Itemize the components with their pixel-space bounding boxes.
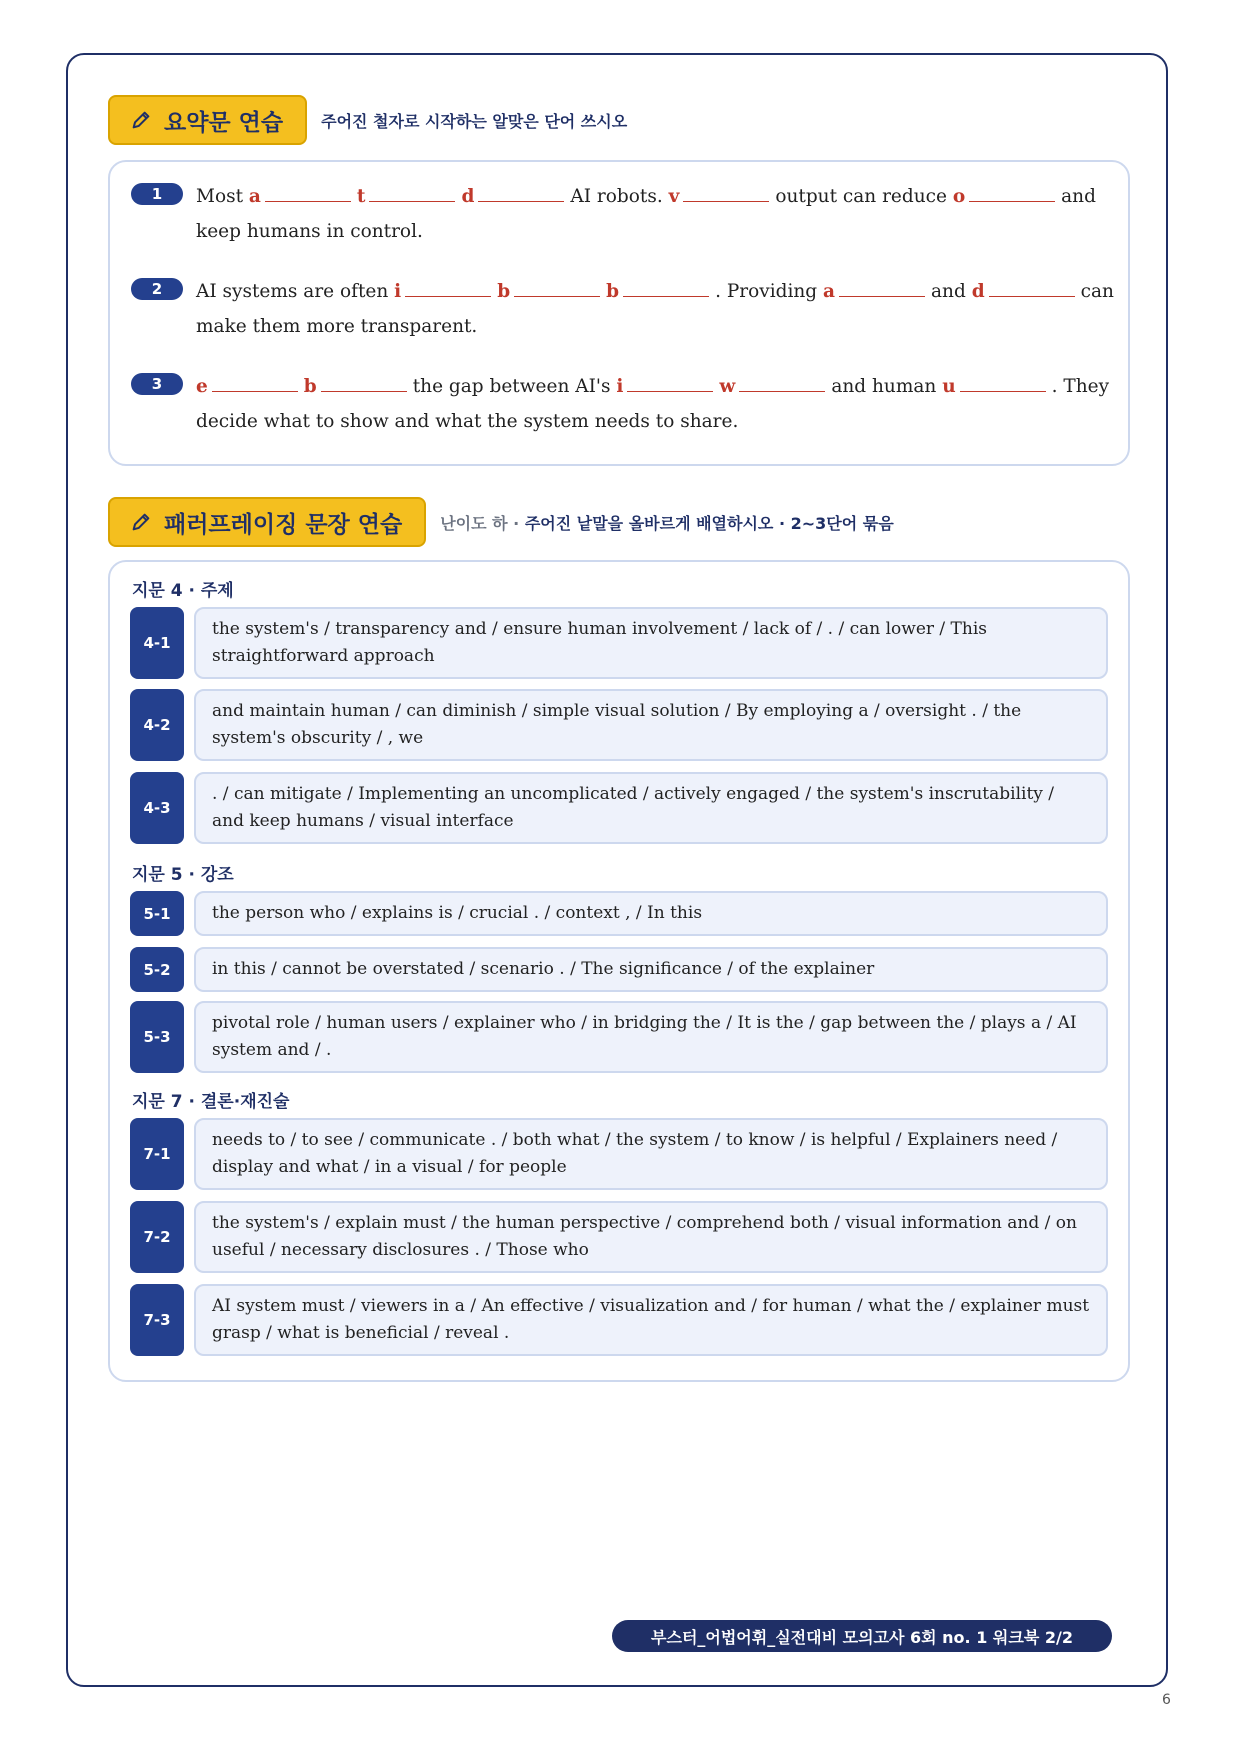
hint-letter: d [461,186,475,207]
answer-blank[interactable] [989,276,1075,297]
answer-blank[interactable] [265,181,351,202]
item-number-badge: 3 [131,373,183,395]
exercise-number-badge: 4-1 [130,607,184,679]
answer-blank[interactable] [623,276,709,297]
passage-subheading: 지문 4 · 주제 [132,581,234,601]
answer-blank[interactable] [960,371,1046,392]
exercise-row [130,607,1108,679]
hint-letter: e [196,376,208,397]
sentence-text: output can reduce [775,186,953,207]
paraphrase-instruction-text: 주어진 낱말을 올바르게 배열하시오 · 2~3단어 묶음 [524,513,894,533]
exercise-row [130,1284,1108,1356]
word-chunks: pivotal role / human users / explainer who / in bridging the / It is the / gap between the / plays a / AI system and / . [194,1001,1108,1073]
word-chunks: and maintain human / can diminish / simple visual solution / By employing a / oversight . / the system's obscurity / , we [194,689,1108,761]
word-chunks: the system's / explain must / the human perspective / comprehend both / visual information and / on useful / necessary disclosures . / Those who [194,1201,1108,1273]
answer-blank[interactable] [739,371,825,392]
exercise-number-badge: 5-3 [130,1001,184,1073]
hint-letter: u [942,376,956,397]
exercise-number-badge: 4-3 [130,772,184,844]
word-chunks: AI system must / viewers in a / An effective / visualization and / for human / what the / explainer must grasp / what is beneficial / reveal . [194,1284,1108,1356]
exercise-number-badge: 5-1 [130,891,184,936]
difficulty-label: 난이도 하 · [440,513,525,533]
paraphrase-section-tag [108,497,426,547]
sentence-text: . Providing [715,281,824,302]
word-chunks: the system's / transparency and / ensure human involvement / lack of / . / can lower / This straightforward approach [194,607,1108,679]
answer-blank[interactable] [478,181,564,202]
hint-letter: t [356,186,366,207]
exercise-row [130,772,1108,844]
sentence-text: AI systems are often [196,281,395,302]
answer-blank[interactable] [839,276,925,297]
exercise-row [130,1001,1108,1073]
exercise-number-badge: 7-3 [130,1284,184,1356]
exercise-number-badge: 7-2 [130,1201,184,1273]
pencil-icon [130,511,152,533]
hint-letter: i [394,281,402,302]
paraphrase-section-header [108,497,894,547]
page-number: 6 [1162,1692,1171,1708]
sentence-text: AI robots. [570,186,669,207]
exercise-number-badge: 5-2 [130,947,184,992]
word-chunks: . / can mitigate / Implementing an uncomplicated / actively engaged / the system's inscrutability / and keep humans / visual interface [194,772,1108,844]
summary-section-title: 요약문 연습 [164,109,284,136]
summary-sentence-line [196,181,1096,207]
word-chunks: the person who / explains is / crucial . / context , / In this [194,891,1108,936]
exercise-row [130,1118,1108,1190]
hint-letter: v [668,186,680,207]
pencil-icon [130,109,152,131]
summary-sentence-continuation: make them more transparent. [196,316,478,337]
hint-letter: b [303,376,317,397]
answer-blank[interactable] [514,276,600,297]
hint-letter: a [248,186,261,207]
exercise-row [130,947,1108,992]
footer-badge: 부스터_어법어휘_실전대비 모의고사 6회 no. 1 워크북 2/2 [612,1620,1112,1652]
summary-section-tag [108,95,307,145]
word-chunks: in this / cannot be overstated / scenario . / The significance / of the explainer [194,947,1108,992]
hint-letter: a [823,281,836,302]
hint-letter: i [616,376,624,397]
hint-letter: w [719,376,736,397]
exercise-row [130,1201,1108,1273]
exercise-number-badge: 4-2 [130,689,184,761]
answer-blank[interactable] [683,181,769,202]
answer-blank[interactable] [369,181,455,202]
answer-blank[interactable] [321,371,407,392]
hint-letter: b [606,281,620,302]
summary-sentence-continuation: keep humans in control. [196,221,423,242]
summary-instruction: 주어진 철자로 시작하는 알맞은 단어 쓰시오 [321,111,628,131]
passage-subheading: 지문 5 · 강조 [132,865,234,885]
hint-letter: d [971,281,985,302]
sentence-text: and [931,281,972,302]
summary-sentence-line [196,276,1114,302]
paraphrase-instruction [440,511,893,534]
summary-sentence-line [196,371,1109,397]
summary-section-header [108,95,627,145]
item-number-badge: 2 [131,278,183,300]
answer-blank[interactable] [405,276,491,297]
exercise-number-badge: 7-1 [130,1118,184,1190]
passage-subheading: 지문 7 · 결론·재진술 [132,1092,290,1112]
sentence-text: the gap between AI's [412,376,617,397]
word-chunks: needs to / to see / communicate . / both what / the system / to know / is helpful / Explainers need / display and what / in a visual / for people [194,1118,1108,1190]
hint-letter: o [952,186,966,207]
paraphrase-section-title: 패러프레이징 문장 연습 [164,511,403,538]
answer-blank[interactable] [969,181,1055,202]
hint-letter: b [497,281,511,302]
sentence-text: . They [1051,376,1110,397]
sentence-text: and human [831,376,943,397]
exercise-row [130,689,1108,761]
answer-blank[interactable] [627,371,713,392]
summary-sentence-continuation: decide what to show and what the system needs to share. [196,411,739,432]
answer-blank[interactable] [212,371,298,392]
exercise-row [130,891,1108,936]
item-number-badge: 1 [131,183,183,205]
sentence-text: and [1061,186,1096,207]
sentence-text: Most [196,186,249,207]
sentence-text: can [1080,281,1114,302]
